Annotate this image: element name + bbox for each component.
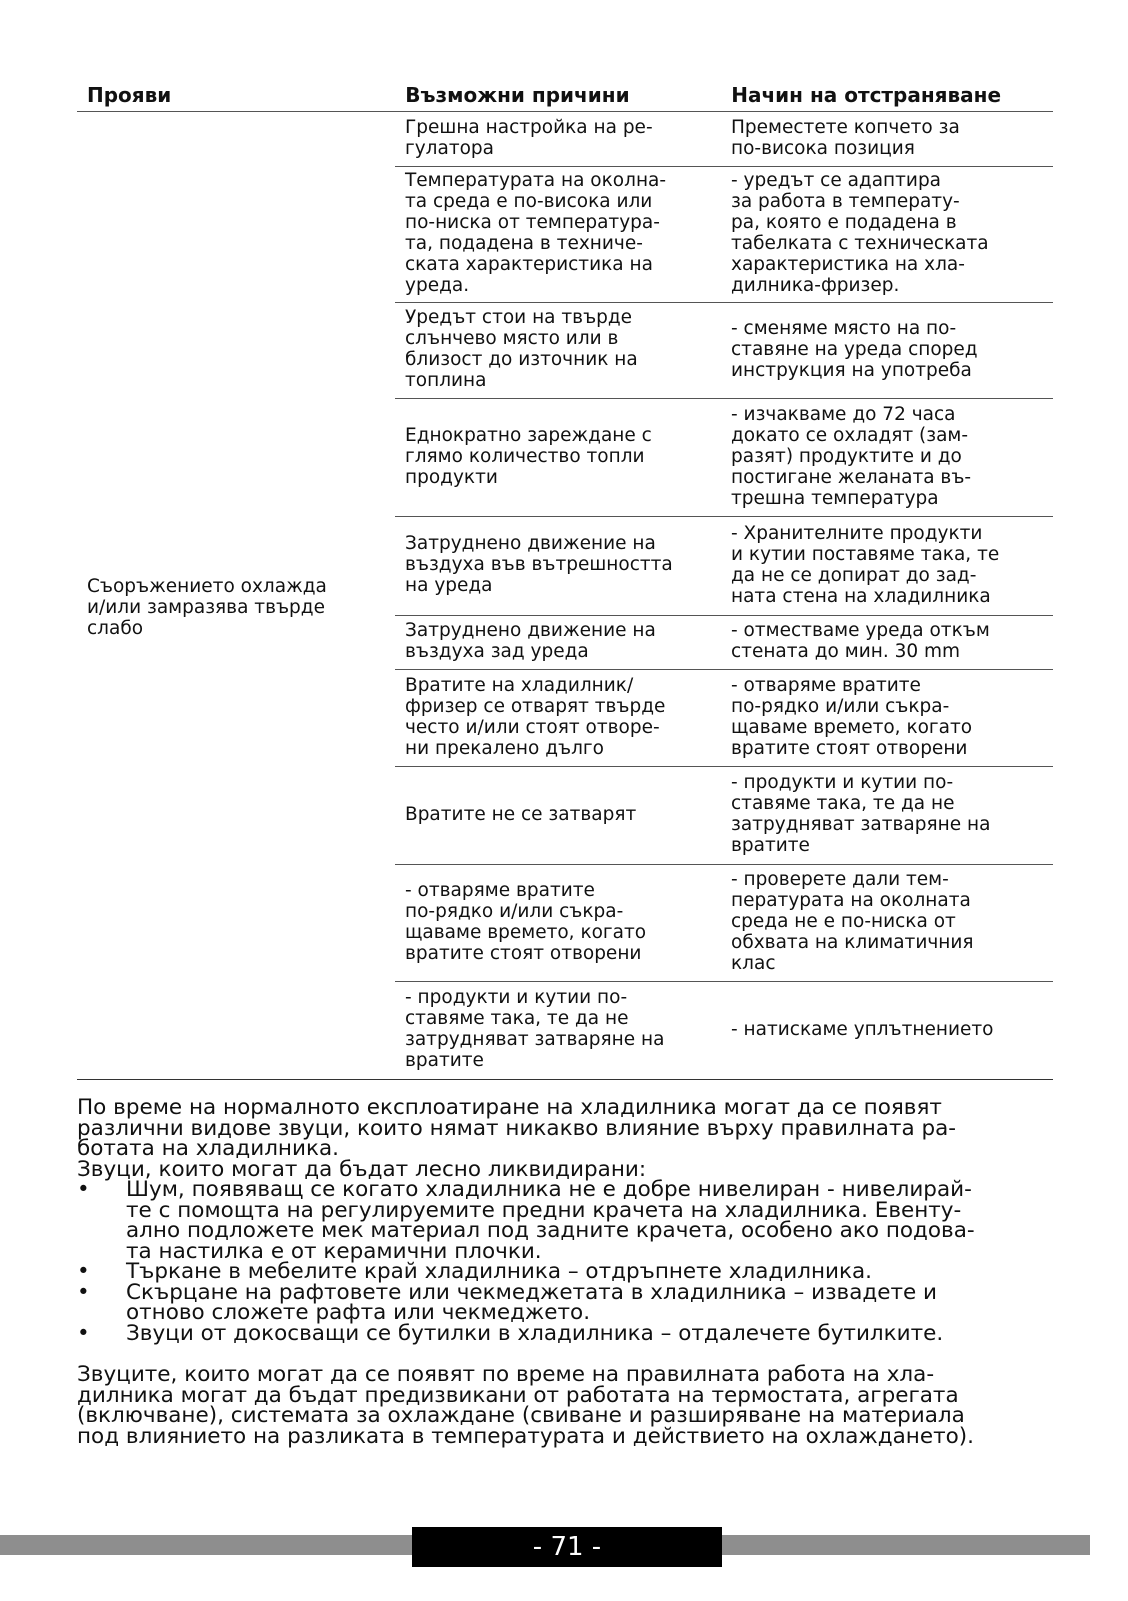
cause-cell: Затруднено движение на въздуха зад уреда xyxy=(405,620,656,662)
subheading: Звуци, които могат да бъдат лесно ликвидирани: xyxy=(77,1156,647,1182)
header-symptoms: Прояви xyxy=(87,83,172,107)
bullet-symbol: • xyxy=(77,1320,90,1346)
symptom-cell xyxy=(77,112,395,1079)
bullet-text: Звуци от докосващи се бутилки в хладилника – отдалечете бутилките. xyxy=(126,1320,944,1346)
table-row xyxy=(395,112,1053,166)
cause-cell: Температурата на околна- та среда е по-висока или по-ниска от температура- та, подадена в техниче- ската характеристика на уреда. xyxy=(405,170,667,296)
remedy-cell: - отместваме уреда откъм стената до мин. 30 mm xyxy=(731,620,990,662)
bullet-symbol: • xyxy=(77,1259,90,1284)
table-rows xyxy=(395,112,1053,1079)
table-row xyxy=(395,615,1053,669)
bullet-item xyxy=(77,1279,1053,1325)
remedy-cell: Преместете копчето за по-висока позиция xyxy=(731,116,960,159)
remedy-cell: - натискаме уплътнението xyxy=(731,1018,994,1040)
cause-cell: Еднократно зареждане с глямо количество топли продукти xyxy=(405,424,652,488)
bullet-item xyxy=(77,1320,1053,1346)
remedy-cell: - изчакваме до 72 часа докато се охладят (зам- разят) продуктите и до постигане желаната въ- трешна температура xyxy=(731,403,972,509)
bullet-text: Търкане в мебелите край хладилника – отдръпнете хладилника. xyxy=(126,1259,872,1284)
remedy-cell: - отваряме вратите по-рядко и/или съкра- щаваме времето, когато вратите стоят отворени xyxy=(731,674,973,759)
table-body xyxy=(77,112,1053,1080)
page-number: - 71 - xyxy=(412,1527,722,1567)
bullet-item xyxy=(77,1177,1053,1264)
table-row xyxy=(395,669,1053,766)
remedy-cell: - Хранителните продукти и кутии поставяме така, те да не се допират до зад- ната стена на хладилника xyxy=(731,522,1000,607)
cause-cell: - отваряме вратите по-рядко и/или съкра- щаваме времето, когато вратите стоят отворени xyxy=(405,879,647,964)
table-row xyxy=(395,766,1053,864)
intro-paragraph: По време на нормалното експлоатиране на хладилника могат да се появят различни видове звуци, които нямат никакво влияние върху правилната ра- ботата на хладилника. xyxy=(77,1095,957,1161)
remedy-cell: - уредът се адаптира за работа в температу- ра, която е подадена в табелката с техническата характеристика на хла- дилника-фризер. xyxy=(731,170,989,296)
cause-cell: Вратите не се затварят xyxy=(405,803,637,825)
table-row xyxy=(395,981,1053,1079)
cause-cell: Уредът стои на твърде слънчево място или в близост до източник на топлина xyxy=(405,307,638,391)
header-causes: Възможни причини xyxy=(405,83,630,107)
bullet-text: Скърцане на рафтовете или чекмеджетата в хладилника – извадете и отново сложете рафта или чекмеджето. xyxy=(126,1279,938,1325)
remedy-cell: - сменяме място на по- ставяне на уреда според инструкция на употреба xyxy=(731,317,978,381)
cause-cell: Вратите на хладилник/ фризер се отварят твърде често и/или стоят отворе- ни прекалено дълго xyxy=(405,674,666,759)
closing-paragraph: Звуците, които могат да се появят по време на правилната работа на хла- дилника могат да бъдат предизвикани от работата на термостата, агрегата (включване), системата за охлаждане (свиване и разширяване на материала под влиянието на разликата в температурата и действието на охлаждането). xyxy=(77,1362,974,1449)
bullet-symbol: • xyxy=(77,1279,90,1305)
bullet-symbol: • xyxy=(77,1177,90,1202)
table-row xyxy=(395,302,1053,398)
table-header xyxy=(77,78,1053,112)
remedy-cell: - проверете дали тем- пературата на околната среда не е по-ниска от обхвата на климатичния клас xyxy=(731,869,974,974)
symptom-text: Съоръжението охлажда и/или замразява твърде слабо xyxy=(87,576,327,639)
remedy-cell: - продукти и кутии по- ставяме така, те да не затрудняват затваряне на вратите xyxy=(731,772,991,856)
troubleshooting-table xyxy=(77,78,1053,1080)
table-row xyxy=(395,398,1053,516)
cause-cell: - продукти и кутии по- ставяме така, те да не затрудняват затваряне на вратите xyxy=(405,987,665,1071)
table-row xyxy=(395,516,1053,615)
header-remedy: Начин на отстраняване xyxy=(731,83,1002,107)
table-row xyxy=(395,166,1053,302)
cause-cell: Затруднено движение на въздуха във вътрешността на уреда xyxy=(405,533,673,596)
cause-cell: Грешна настройка на ре- гулатора xyxy=(405,116,653,159)
noise-section xyxy=(77,1095,1053,1449)
table-row xyxy=(395,864,1053,981)
bullet-text: Шум, появяващ се когато хладилника не е добре нивелиран - нивелирай- те с помощта на регулируемите предни крачета на хладилника. Евенту- ално подложете мек материал под задните крачета, особено ако подова- та настилка е от керамични плочки. xyxy=(126,1177,975,1264)
